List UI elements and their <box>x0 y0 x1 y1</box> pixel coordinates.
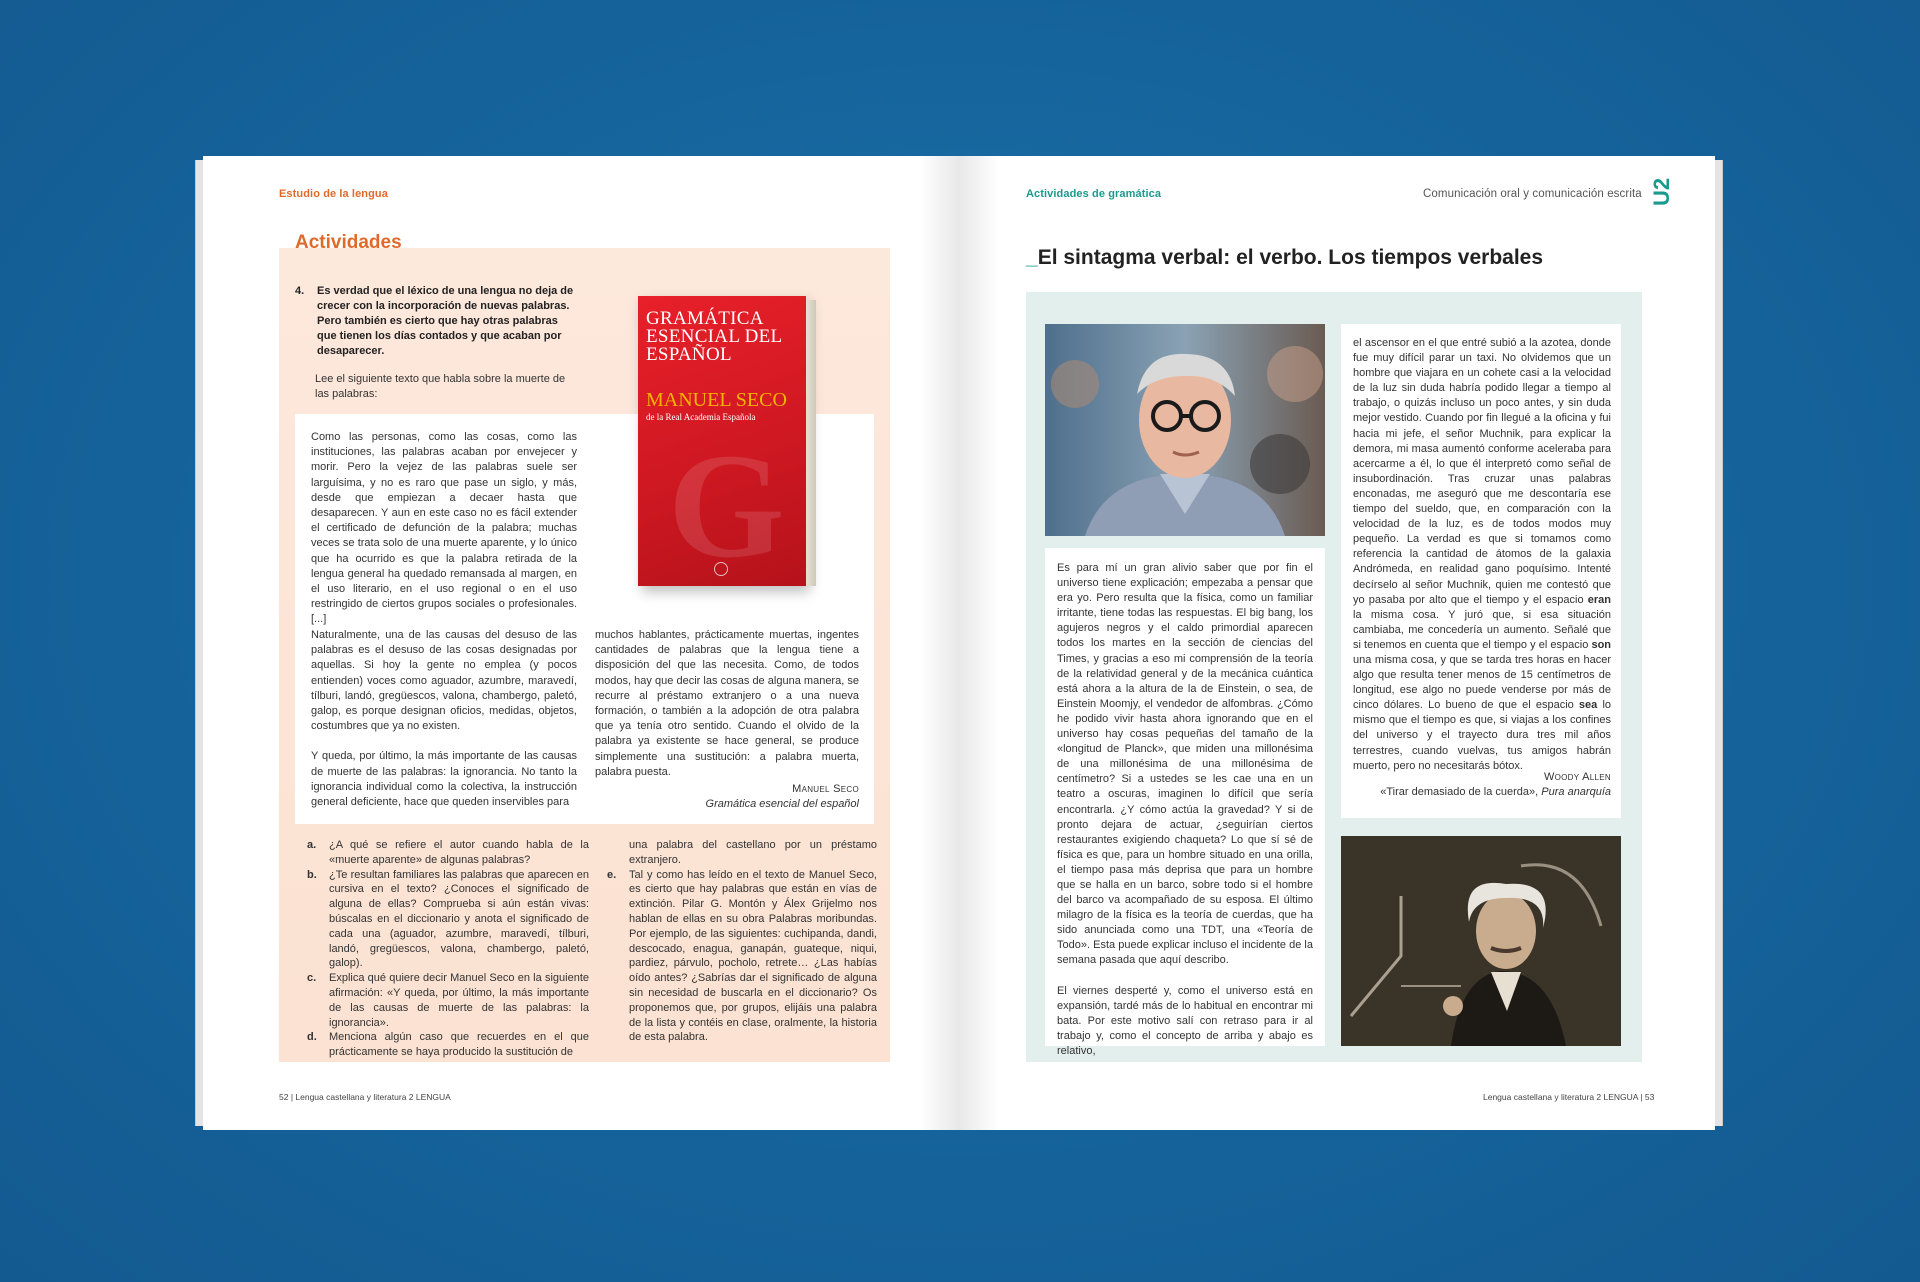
activity-item <box>307 971 589 1030</box>
left-running-head: Estudio de la lengua <box>279 188 388 200</box>
portrait-illustration <box>1045 324 1325 536</box>
question-number: 4. <box>295 285 305 297</box>
book-cover-author: MANUEL SECO <box>646 389 787 411</box>
citation-book-title: Pura anarquía <box>1541 786 1611 798</box>
citation-work-title: «Tirar demasiado de la cuerda», <box>1380 786 1539 798</box>
book-cover-spine <box>806 300 816 586</box>
reading-text: la misma cosa. Y juró que, si esa situación cambiaba, me concedería un aumento. Señalé que si tenemos en cuenta que el tiempo y el espacio <box>1353 608 1611 651</box>
activity-text: Menciona algún caso que recuerdes en el que prácticamente se haya producido la sustitución de <box>329 1031 589 1059</box>
right-folio: Lengua castellana y literatura 2 LENGUA | 53 <box>1483 1092 1655 1102</box>
book-cover-image <box>628 296 810 596</box>
quote-col-2 <box>595 628 859 795</box>
publisher-logo-icon <box>714 562 728 576</box>
activity-text: ¿A qué se refiere el autor cuando habla de la «muerte aparente» de algunas palabras? <box>329 839 589 866</box>
citation-author: Woody Allen <box>1543 771 1611 783</box>
citation-author: Manuel Seco <box>792 783 859 795</box>
activity-letter: a. <box>307 839 317 851</box>
activity-letter: c. <box>307 972 317 985</box>
activity-item <box>307 838 589 868</box>
activity-text: ¿Te resultan familiares las palabras que aparecen en cursiva en el texto? ¿Conoces el significado de alguna de ellas? Comprueba si aún están vivas: búscalas en el diccionario y anota el significado de cada una (aguador, azumbre, maravedí, tílburi, landó, gregüescos, valona, chambergo, paletó, galop). <box>329 868 589 970</box>
quote-citation <box>595 782 859 812</box>
book-cover-letter: G <box>668 423 785 589</box>
reading-citation <box>1353 770 1611 800</box>
activity-text: Explica qué quiere decir Manuel Seco en la siguiente afirmación: «Y queda, por último, la más importante de las causas de muerte de las palabras: la ignorancia». <box>329 972 589 1029</box>
activity-letter: d. <box>307 1031 317 1044</box>
reading-col-2 <box>1353 336 1611 789</box>
verb-highlight: son <box>1591 638 1612 651</box>
book-cover-front <box>638 296 806 589</box>
question-intro: Lee el siguiente texto que habla sobre la muerte de las palabras: <box>315 373 566 400</box>
activities-col-right <box>607 838 877 1045</box>
title-marker: _ <box>1026 246 1038 269</box>
book-cover-subtitle: de la Real Academia Española <box>646 412 756 422</box>
reading-paragraph: El viernes desperté y, como el universo está en expansión, tardé más de lo habitual en encontrar mi bata. Por este motivo salí con retraso para ir al trabajo y, como el concepto de arriba y abajo es relativo, <box>1057 984 1313 1057</box>
activity-letter: b. <box>307 868 317 881</box>
left-folio: 52 | Lengua castellana y literatura 2 LENGUA <box>279 1092 451 1102</box>
question-prompt: Es verdad que el léxico de una lengua no deja de crecer con la incorporación de nuevas palabras. Pero también es cierto que hay otras palabras que tienen los días contados y que acaban por desaparecer. <box>317 285 574 357</box>
quote-paragraph: Naturalmente, una de las causas del desuso de las palabras es el desuso de las cosas designadas por aquellas. Si hoy la gente no emplea (y pocos entienden) voces como aguador, azumbre, maravedí, tílburi, landó, gregüescos, valona, chambergo, paletó, galop, es porque designan oficios, medidas, objetos, costumbres que ya no existen. <box>311 629 577 733</box>
reading-text: el ascensor en el que entré subió a la azotea, donde fue muy difícil parar un taxi. No olvidemos que un hombre que viajara en un cohete casi a la velocidad de la luz sin duda habría podido llegar a tiempo al trabajo, o quizás incluso un poco antes, y sin duda mejor vestido. Cuando por fin llegué a la oficina y fui hacia mi jefe, el señor Muchnik, para explicar la demora, mi masa aumentó conforme aceleraba para acercarme a él, lo que él interpretó como señal de insubordinación. Tras cruzar unas palabras enconadas, me aseguró que me descontaría ese tiempo del sueldo, que, en comparación con la velocidad de la luz, es de todos modos muy pequeño. La verdad es que si tomamos como referencia la cantidad de átomos de la galaxia Andrómeda, en realidad gano poquísimo. Intenté decírselo al señor Muchnik, quien me contestó que yo pasaba por alto que el tiempo y el espacio <box>1353 337 1611 606</box>
reading-paragraph <box>1353 336 1611 774</box>
verb-highlight: eran <box>1587 593 1611 606</box>
activity-text: Tal y como has leído en el texto de Manuel Seco, es cierto que hay palabras que están en vías de extinción. Pilar G. Montón y Álex Grijelmo nos hablan de ellas en su obra Palabras moribundas. Por ejemplo, de las siguientes: cuchipanda, dandi, descocado, enagua, ganapán, guateque, niqui, pardiez, párvulo, pocholo, retrete… ¿Las habías oído antes? ¿Sabrías dar el significado de alguna sin necesidad de buscarla en el diccionario? Os proponemos que, por grupos, elijáis una palabra de la lista y contéis en clase, oralmente, la historia de esta palabra. <box>629 868 877 1044</box>
citation-work <box>1353 785 1611 800</box>
quote-paragraph: muchos hablantes, prácticamente muertas, ingentes cantidades de palabras que la lengua tiene a disposición del que las necesita. Como, de todos modos, hay que decir las cosas de alguna manera, se recurre al préstamo extranjero o a una nueva formación, o también a la adopción de otra palabra que ya tenía otro sentido. Cuando el olvido de la palabra ya existente se hace general, se produce simplemente una sustitución: a palabra muerta, palabra puesta. <box>595 629 859 778</box>
activity-item <box>307 868 589 972</box>
book-cover-title: GRAMÁTICA ESENCIAL DEL ESPAÑOL <box>646 308 782 365</box>
verb-highlight: sea <box>1578 699 1598 712</box>
right-running-head-2: Comunicación oral y comunicación escrita <box>1423 188 1642 200</box>
question-4 <box>295 284 577 359</box>
citation-work: Gramática esencial del español <box>705 798 859 810</box>
quote-paragraph: Y queda, por último, la más importante de las causas de muerte de las palabras: la ignorancia. No tanto la ignorancia individual como la colectiva, la instrucción general deficiente, hace que queden inservibles para <box>311 750 577 809</box>
quote-col-1-top <box>311 430 577 643</box>
activity-item <box>607 868 877 1046</box>
open-book <box>203 156 1715 1130</box>
activities-col-left <box>307 838 589 1060</box>
quote-col-1-bottom <box>311 628 577 825</box>
grammar-title-text: El sintagma verbal: el verbo. Los tiempos verbales <box>1037 246 1544 269</box>
activity-item <box>307 1030 589 1060</box>
book-gutter <box>919 156 999 1130</box>
woody-allen-photo <box>1045 324 1325 536</box>
activity-letter: e. <box>607 868 617 881</box>
quote-paragraph: Como las personas, como las cosas, como las instituciones, las palabras acaban por envejecer y morir. Pero la vejez de las palabras suele ser larguísima, y no es raro que pase un siglo, y más, desde que empiezan a decaer hasta que desaparecen. Y aun en este caso no es fácil extender el certificado de defunción de la palabra; muchas veces se trata solo de una muerte aparente, y lo único que ha ocurrido es que la palabra retirada de la lengua general ha quedado remansada al margen, en el uso literario, en el uso regional o en el uso restringido de ciertos grupos sociales o profesionales. [...] <box>311 431 577 626</box>
unit-tab: U2 <box>1649 177 1674 206</box>
reading-paragraph: Es para mí un gran alivio saber que por fin el universo tiene explicación; empezaba a pensar que era yo. Pero resulta que la física, como un familiar irritante, tiene todas las respuestas. El big bang, los agujeros negros y el caldo primordial aparecen todos los martes en la sección de ciencias del Times, y gracias a eso mi comprensión de la teoría de la relatividad general y de la mecánica cuántica está ahora a la altura de la de Einstein, o sea, de Einstein Moomjy, el vendedor de alfombras. ¿Cómo he podido vivir hasta ahora ignorando que en el universo hay cosas pequeñas del tamaño de la «longitud de Planck», que miden una millonésima de una millonésima de una millonésima de centímetro? Si a ustedes se les cae una en un teatro a oscuras, imaginen lo difícil que sería encontrarla. ¿Y cómo actúa la gravedad? Y si de pronto dejara de actuar, ¿seguirían ciertos restaurantes exigiendo chaqueta? Lo que sí sé de física es que, para un hombre situado en una orilla, el tiempo pasa más deprisa que para un hombre que se halla en un barco, sobre todo si el hombre del barco va acompañado de su esposa. El último milagro de la física es la teoría de cuerdas, que ha sido anunciada como una TDT, una «Teoría de Todo». Esta puede explicar incluso el incidente de la semana pasada que aquí describo. <box>1057 562 1313 967</box>
reading-text: lo mismo que el tiempo es que, si viajas a los confines del universo y el trayecto dura tres mil años terrestres, cuando vuelvas, tus amigos habrán muerto, pero no necesitarás bótox. <box>1353 699 1611 772</box>
reading-col-1 <box>1057 561 1313 1074</box>
grammar-section-title <box>1026 246 1543 270</box>
right-running-head: Actividades de gramática <box>1026 188 1162 200</box>
reading-text: una misma cosa, y que se tarda tres horas en hacer algo que resulta tener menos de 15 centímetros de longitud, ese algo no puede venderse por más de cinco dólares. Lo bueno de que el espacio <box>1353 653 1611 712</box>
activities-title: Actividades <box>295 232 402 253</box>
portrait-illustration <box>1341 836 1621 1046</box>
einstein-photo <box>1341 836 1621 1046</box>
activity-continuation: una palabra del castellano por un préstamo extranjero. <box>629 839 877 866</box>
